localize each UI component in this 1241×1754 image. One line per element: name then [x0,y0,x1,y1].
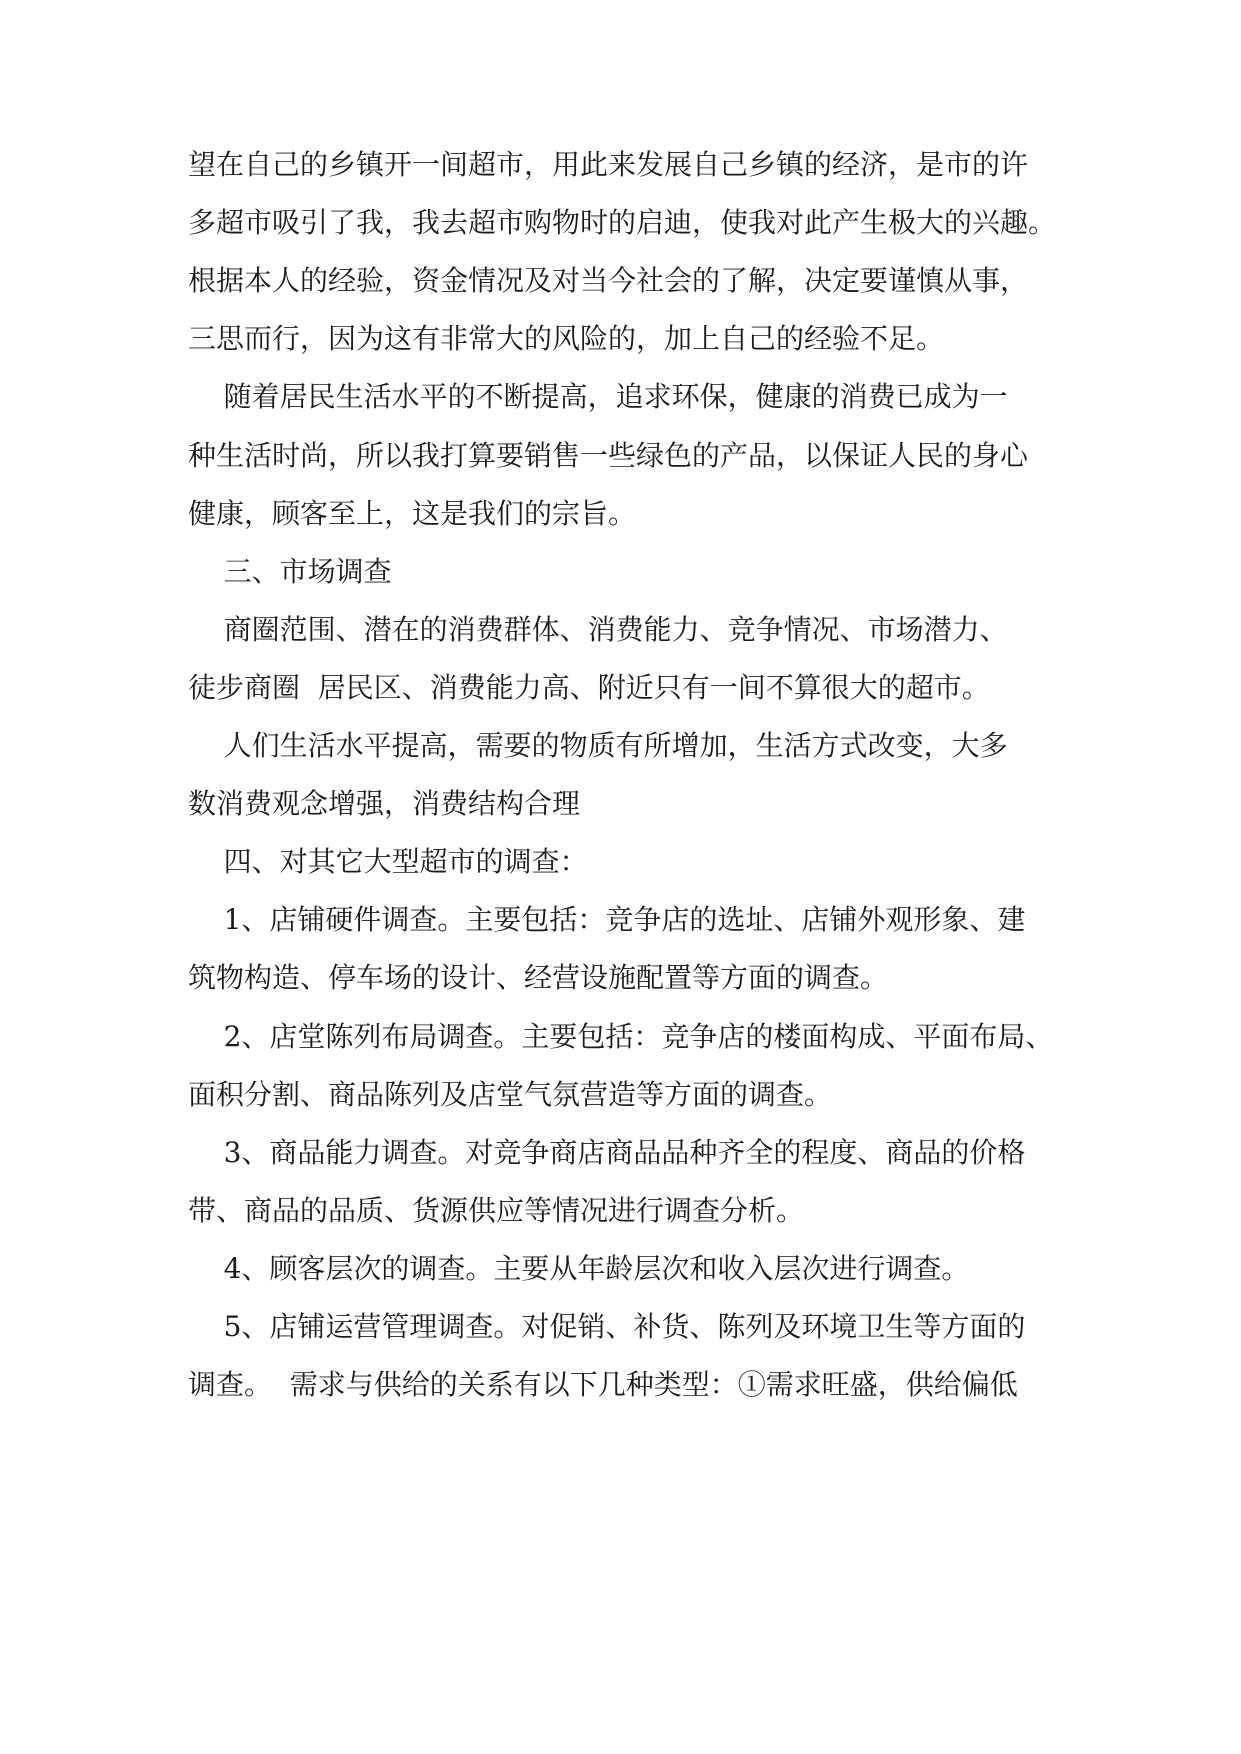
text-line: 调查。 需求与供给的关系有以下几种类型：①需求旺盛，供给偏低 [188,1368,1018,1401]
text-line: 种生活时尚，所以我打算要销售一些绿色的产品，以保证人民的身心 [188,439,1029,472]
text-line: 人们生活水平提高，需要的物质有所增加，生活方式改变，大多 [188,729,1008,762]
text-line: 根据本人的经验，资金情况及对当今社会的了解，决定要谨慎从事， [188,264,1029,297]
text-line: 5、店铺运营管理调查。对促销、补货、陈列及环境卫生等方面的 [188,1310,1026,1343]
text-line: 随着居民生活水平的不断提高，追求环保，健康的消费已成为一 [188,380,1008,413]
text-line: 3、商品能力调查。对竞争商店商品品种齐全的程度、商品的价格 [188,1136,1026,1169]
text-line: 徒步商圈 居民区、消费能力高、附近只有一间不算很大的超市。 [188,671,990,704]
text-line: 1、店铺硬件调查。主要包括：竞争店的选址、店铺外观形象、建 [188,903,1026,936]
text-line: 2、店堂陈列布局调查。主要包括：竞争店的楼面构成、平面布局、 [188,1020,1054,1053]
text-line: 带、商品的品质、货源供应等情况进行调查分析。 [188,1194,805,1227]
text-line: 多超市吸引了我，我去超市购物时的启迪，使我对此产生极大的兴趣。 [188,206,1057,239]
text-line: 三思而行，因为这有非常大的风险的，加上自己的经验不足。 [188,322,945,355]
text-line: 健康，顾客至上，这是我们的宗旨。 [188,497,637,530]
text-line: 4、顾客层次的调查。主要从年龄层次和收入层次进行调查。 [188,1252,970,1285]
text-line: 筑物构造、停车场的设计、经营设施配置等方面的调查。 [188,961,889,994]
text-line: 数消费观念增强，消费结构合理 [188,787,581,820]
section-heading: 三、市场调查 [188,555,392,588]
text-line: 面积分割、商品陈列及店堂气氛营造等方面的调查。 [188,1078,833,1111]
section-heading: 四、对其它大型超市的调查： [188,845,588,878]
text-line: 望在自己的乡镇开一间超市，用此来发展自己乡镇的经济，是市的许 [188,148,1029,181]
text-line: 商圈范围、潜在的消费群体、消费能力、竞争情况、市场潜力、 [188,613,1008,646]
